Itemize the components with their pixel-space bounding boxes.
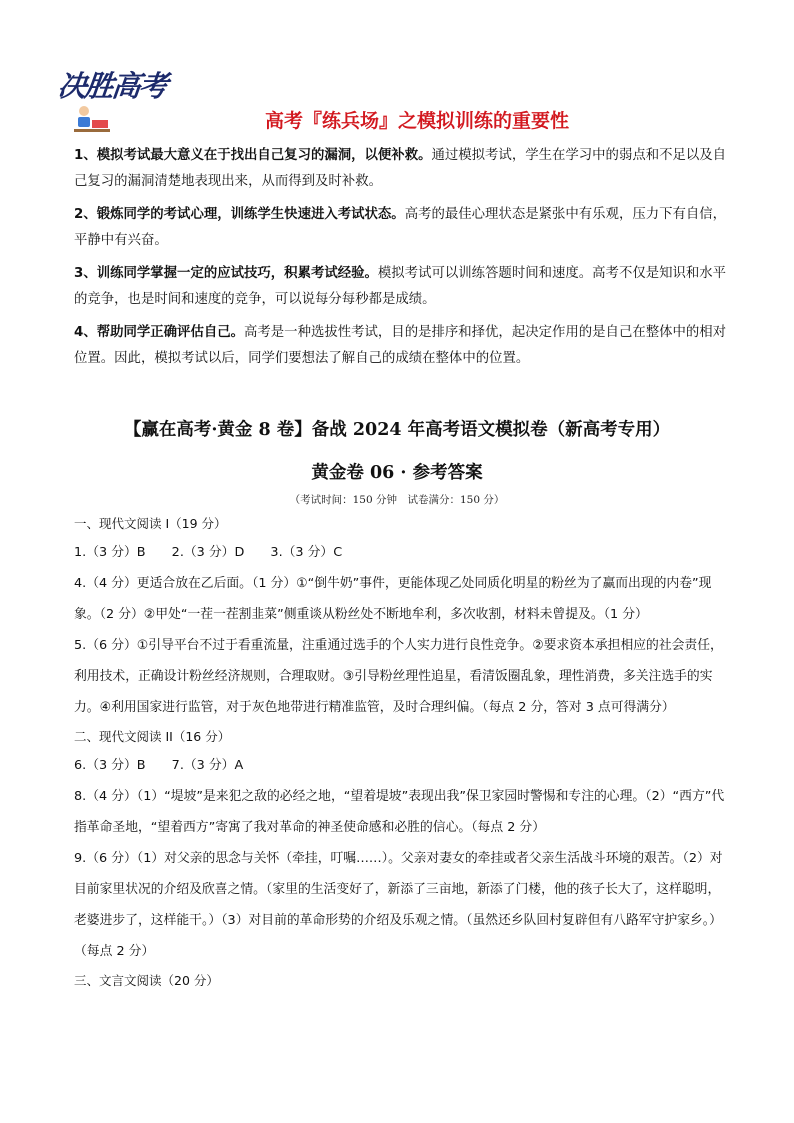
intro-item-text: 高考的最佳心理状态是紧张中有乐观，压力下有自信，平静中有兴奋。 — [74, 207, 727, 248]
intro-item-bold: 1、模拟考试最大意义在于找出自己复习的漏洞，以便补救。 — [74, 148, 432, 163]
section-heading: 一、现代文阅读 I（19 分） — [74, 516, 227, 531]
answer-item: 9.（6 分）（1）对父亲的思念与关怀（牵挂，叮嘱……）。父亲对妻女的牵挂或者父亲生活战斗环境的艰苦。（2）对目前家里状况的介绍及欣喜之情。（家里的生活变好了，新添了三亩地，新添了门楼，他的孩子长大了，这样聪明，老婆进步了，这样能干。）（3）对目前的革命形势的介绍及乐观之情。（虽然还乡队回村复辟但有八路军守护家乡。）（每点 2 分） — [74, 851, 723, 959]
intro-item-text: 模拟考试可以训练答题时间和速度。高考不仅是知识和水平的竞争，也是时间和速度的竞争，可以说每分每秒都是成绩。 — [74, 266, 727, 307]
answer-item: 3.（3 分）C — [270, 545, 343, 560]
answer-item: 1.（3 分）B — [74, 545, 146, 560]
mcq-answers — [74, 537, 728, 568]
answer-item: 2.（3 分）D — [171, 545, 245, 560]
answer-item: 7.（3 分）A — [171, 758, 244, 773]
exam-meta: （考试时间：150 分钟 试卷满分：150 分） — [289, 494, 505, 506]
answer-item: 6.（3 分）B — [74, 758, 146, 773]
intro-item-bold: 4、帮助同学正确评估自己。 — [74, 325, 245, 340]
intro-title: 高考『练兵场』之模拟训练的重要性 — [264, 110, 569, 132]
intro-item — [74, 320, 728, 372]
section-heading: 三、文言文阅读（20 分） — [74, 973, 219, 988]
exam-title: 【赢在高考·黄金 8 卷】备战 2024 年高考语文模拟卷（新高考专用） — [123, 420, 671, 440]
answer-item: 8.（4 分）（1）“堤坡”是来犯之敌的必经之地，“望着堤坡”表现出我”保卫家园时警惕和专注的心理。（2）“西方”代指革命圣地，“望着西方”寄寓了我对革命的神圣使命感和必胜的信心。（每点 2 分） — [74, 789, 725, 835]
answer-item: 5.（6 分）①引导平台不过于看重流量，注重通过选手的个人实力进行良性竞争。②要求资本承担相应的社会责任，利用技术，正确设计粉丝经济规则，合理取财。③引导粉丝理性追星，看清饭圈乱象，理性消费，多关注选手的实力。④利用国家进行监管，对于灰色地带进行精准监管，及时合理纠偏。（每点 2 分，答对 3 点可得满分） — [74, 638, 723, 715]
mcq-answers — [74, 750, 728, 781]
intro-item-bold: 3、训练同学掌握一定的应试技巧，积累考试经验。 — [74, 266, 378, 281]
intro-item — [74, 261, 728, 313]
answer-item: 4.（4 分）更适合放在乙后面。（1 分）①“倒牛奶”事件，更能体现乙处同质化明星的粉丝为了赢而出现的内卷”现象。（2 分）②甲处“一茬一茬割韭菜”侧重谈从粉丝处不断地牟利，多次收割，材料未曾提及。（1 分） — [74, 576, 712, 622]
section-heading: 二、现代文阅读 II（16 分） — [74, 729, 231, 744]
intro-item — [74, 202, 728, 254]
exam-subtitle: 黄金卷 06 · 参考答案 — [311, 463, 483, 483]
logo-text: 决胜高考 — [56, 69, 168, 103]
intro-item-bold: 2、锻炼同学的考试心理，训练学生快速进入考试状态。 — [74, 207, 405, 222]
intro-section — [74, 143, 728, 379]
intro-item-text: 通过模拟考试，学生在学习中的弱点和不足以及自己复习的漏洞清楚地表现出来，从而得到及时补救。 — [74, 148, 727, 189]
intro-item-text: 高考是一种选拔性考试，目的是排序和择优，起决定作用的是自己在整体中的相对位置。因此，模拟考试以后，同学们要想法了解自己的成绩在整体中的位置。 — [74, 325, 727, 366]
answer-list — [74, 510, 728, 994]
intro-item — [74, 143, 728, 195]
